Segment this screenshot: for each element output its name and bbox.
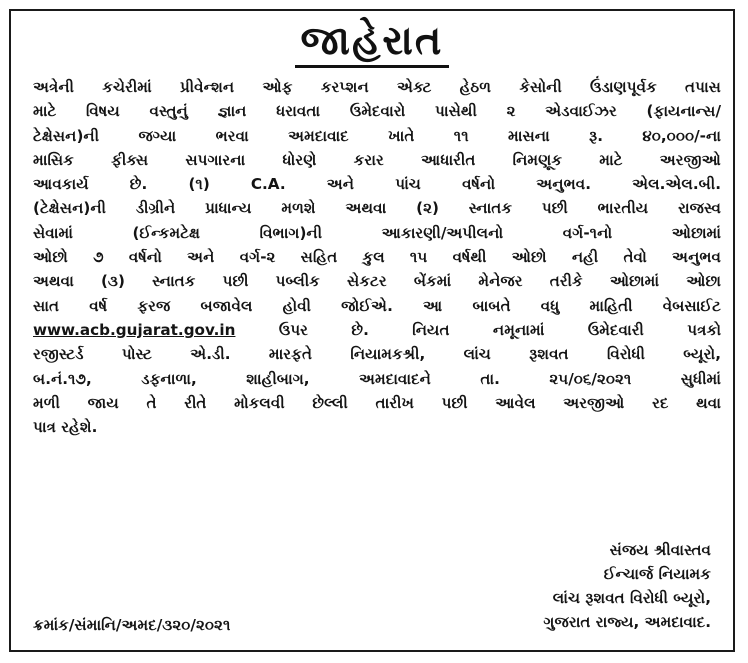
body-line: માટે વિષય વસ્તુનું જ્ઞાન ધરાવતા ઉમેદવારો પાસેથી ૨ એડવાઈઝર (ફાયનાન્સ/ [33, 102, 721, 121]
body-line-website [33, 318, 721, 342]
body-line: (ટેક્ષેસન)ની ડીગ્રીને પ્રાધાન્ય મળશે અથવા (૨) સ્નાતક પછી ભારતીય રાજસ્વ [33, 199, 721, 218]
body-line: ટેક્ષેસન)ની જગ્યા ભરવા અમદાવાદ ખાતે ૧૧ માસના રૂ. ૪૦,૦૦૦/-ના [33, 126, 721, 145]
body-line: મળી જાય તે રીતે મોકલવી છેલ્લી તારીખ પછી આવેલ અરજીઓ રદ થવા [33, 393, 721, 412]
body-line: પાત્ર રહેશે. [33, 418, 98, 437]
notice-box [9, 9, 735, 652]
body-line: રજીસ્ટર્ડ પોસ્ટ એ.ડી. મારફતે નિયામકશ્રી, લાંચ રૂશવત વિરોધી બ્યૂરો, [33, 345, 721, 364]
body-line: આવકાર્ય છે. (૧) C.A. અને પાંચ વર્ષનો અનુભવ. એલ.એલ.બી. [33, 175, 721, 194]
body-line: માસિક ફીક્સ સપગારના ધોરણે કરાર આધારીત નિમણૂક માટે અરજીઓ [33, 150, 721, 169]
body-line: અત્રેની કચેરીમાં પ્રીવેન્શન ઓફ કરપ્શન એક્ટ હેઠળ કેસોની ઉંડાણપૂર્વક તપાસ [33, 78, 721, 96]
body-line: સેવામાં (ઈન્કમટેક્ષ વિભાગ)ની આકારણી/અપીલનો વર્ગ-૧નો ઓછામાં [33, 223, 721, 242]
signatory-name: સંજય શ્રીવાસ્તવ [609, 541, 711, 559]
signatory-location: ગુજરાત રાજ્ય, અમદાવાદ. [543, 613, 711, 631]
notice-body [33, 75, 721, 439]
body-line: બ.નં.૧૭, ડફનાળા, શાહીબાગ, અમદાવાદને તા. ૨૫/૦૬/૨૦૨૧ સુધીમાં [33, 369, 721, 388]
signatory-office: લાંચ રૂશવત વિરોધી બ્યૂરો, [552, 589, 711, 607]
website-line-text: ઉપર છે. નિયત નમૂનામાં ઉમેદવારી પત્રકો [278, 320, 721, 339]
body-line: અથવા (૩) સ્નાતક પછી પબ્લીક સેકટર બેંકમાં મેનેજર તરીકે ઓછામાં ઓછા [33, 272, 721, 291]
notice-title-text: જાહેરાત [295, 17, 450, 68]
body-line: ઓછો ૭ વર્ષનો અને વર્ગ-૨ સહિત કુલ ૧૫ વર્ષથી ઓછો નહી તેવો અનુભવ [33, 248, 721, 267]
body-line: સાત વર્ષ ફરજ બજાવેલ હોવી જોઈએ. આ બાબતે વધુ માહિતી વેબસાઈટ [33, 296, 721, 315]
website-link[interactable]: www.acb.gujarat.gov.in [33, 320, 236, 339]
reference-number: ક્રમાંક/સંમાનિ/અમદ/૩૨૦/૨૦૨૧ [33, 616, 231, 634]
signatory-designation: ઈન્ચાર્જ નિયામક [603, 565, 711, 583]
signature-block [543, 538, 711, 634]
notice-title [11, 17, 733, 68]
